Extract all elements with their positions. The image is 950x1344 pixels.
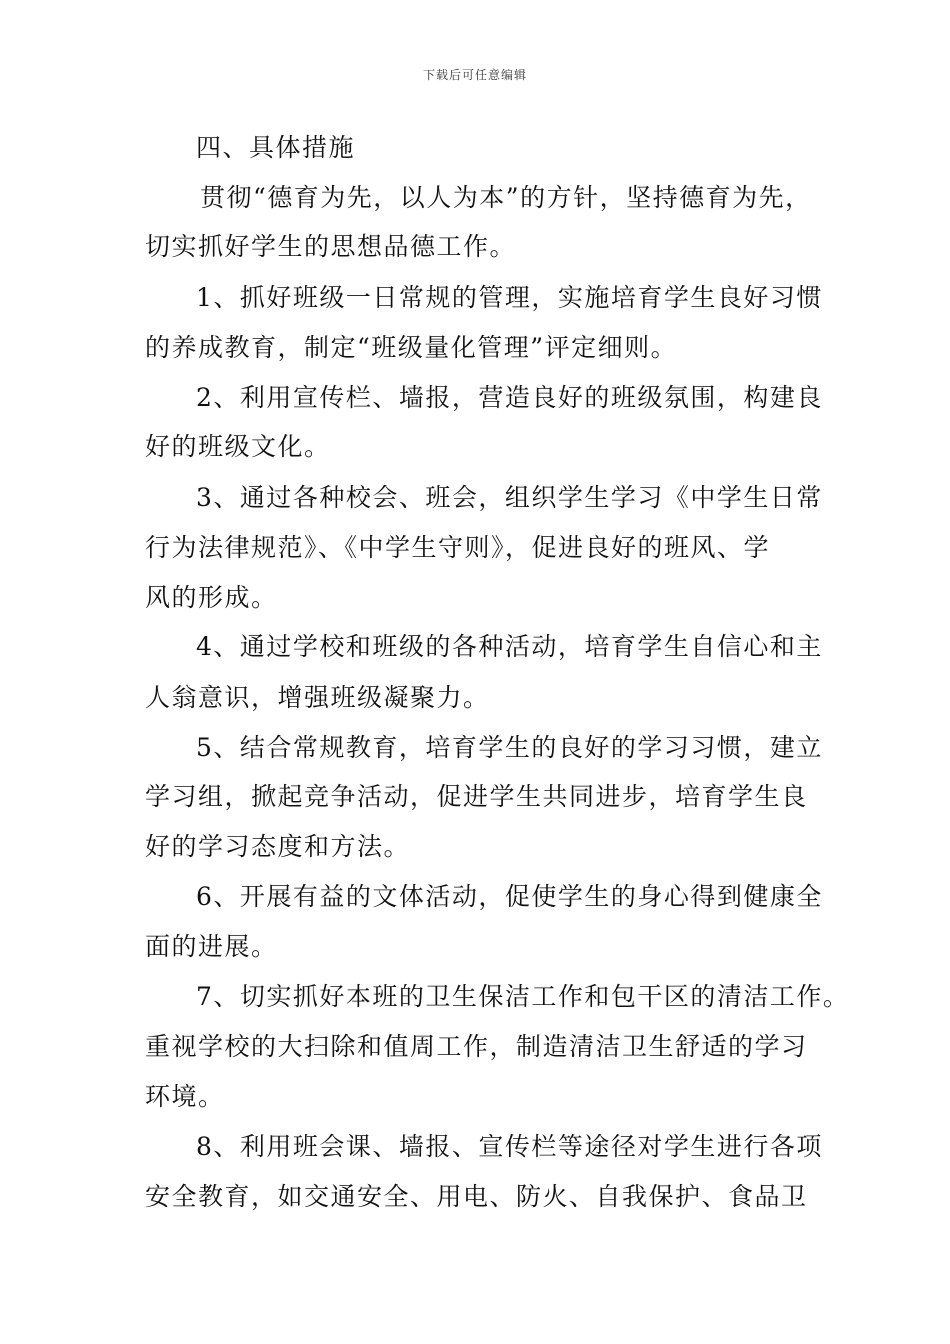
paragraph-line: 面的进展。 (145, 932, 278, 961)
paragraph-line: 贯彻“德育为先，以人为本”的方针，坚持德育为先， (200, 183, 812, 212)
paragraph-line: 学习组，掀起竞争活动，促进学生共同进步，培育学生良 (145, 782, 808, 811)
paragraph-line: 4、通过学校和班级的各种活动，培育学生自信心和主 (196, 632, 823, 661)
paragraph-line: 5、结合常规教育，培育学生的良好的学习习惯，建立 (196, 733, 823, 762)
paragraph-line: 切实抓好学生的思想品德工作。 (145, 232, 517, 261)
section-heading: 四、具体措施 (196, 133, 356, 162)
paragraph-line: 环境。 (145, 1082, 225, 1111)
paragraph-line: 1、抓好班级一日常规的管理，实施培育学生良好习惯 (196, 283, 823, 312)
paragraph-line: 的养成教育，制定“班级量化管理”评定细则。 (145, 333, 678, 362)
paragraph-line: 重视学校的大扫除和值周工作，制造清洁卫生舒适的学习 (145, 1032, 808, 1061)
paragraph-line: 6、开展有益的文体活动，促使学生的身心得到健康全 (196, 882, 823, 911)
paragraph-line: 安全教育，如交通安全、用电、防火、自我保护、食品卫 (145, 1182, 808, 1211)
paragraph-line: 2、利用宣传栏、墙报，营造良好的班级氛围，构建良 (196, 383, 823, 412)
paragraph-line: 行为法律规范》、《中学生守则》，促进良好的班风、学 (145, 533, 771, 562)
paragraph-line: 7、切实抓好本班的卫生保洁工作和包干区的清洁工作。 (196, 982, 850, 1011)
paragraph-line: 3、通过各种校会、班会，组织学生学习《中学生日常 (196, 483, 823, 512)
paragraph-line: 人翁意识，增强班级凝聚力。 (145, 683, 490, 712)
header-note: 下载后可任意编辑 (422, 68, 527, 82)
paragraph-line: 风的形成。 (145, 583, 278, 612)
paragraph-line: 8、利用班会课、墙报、宣传栏等途径对学生进行各项 (196, 1132, 823, 1161)
paragraph-line: 好的学习态度和方法。 (145, 832, 411, 861)
paragraph-line: 好的班级文化。 (145, 432, 331, 461)
